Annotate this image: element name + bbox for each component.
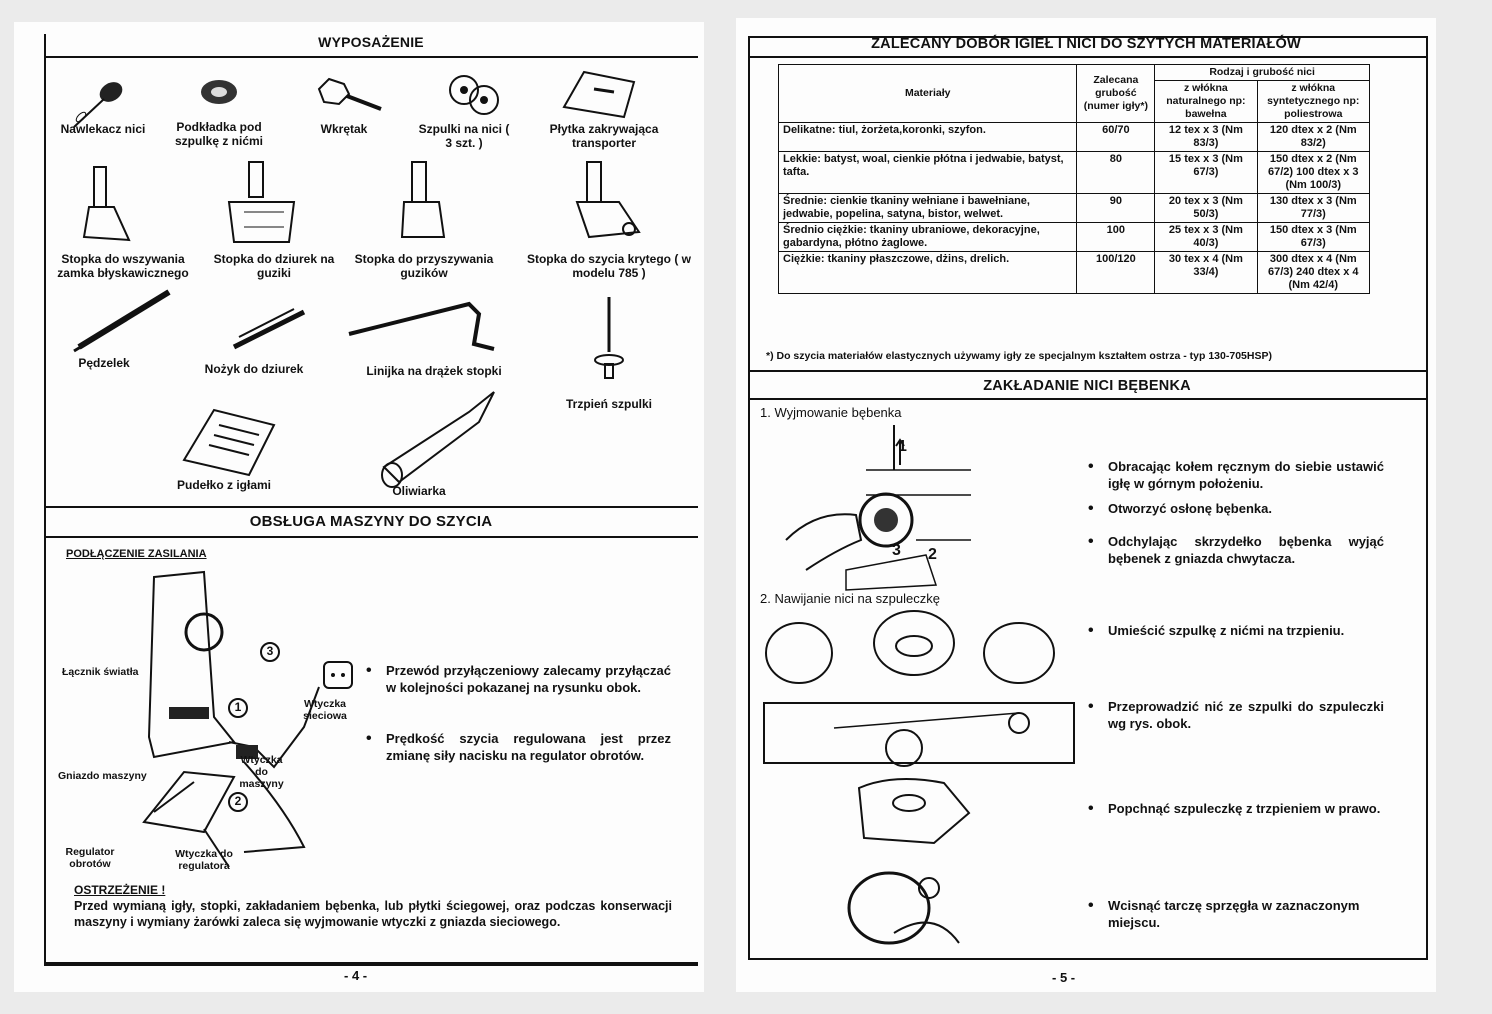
header-thread: Rodzaj i grubość nici [1155, 65, 1370, 81]
needle-box-illustration [174, 400, 284, 480]
cell-needle: 100/120 [1077, 252, 1155, 294]
step-2-heading: 2. Nawijanie nici na szpuleczkę [760, 591, 940, 606]
table-footnote: *) Do szycia materiałów elastycznych używamy igły ze specjalnym kształtem ostrza - typ 130-705HSP) [766, 350, 1272, 362]
spool-pad-illustration [194, 77, 244, 117]
cell-synthetic: 120 dtex x 2 (Nm 83/2) [1257, 123, 1369, 152]
bobbin-title: ZAKŁADANIE NICI BĘBENKA [983, 378, 1191, 394]
warning-text: Przed wymianą igły, stopki, zakładaniem bębenka, lub płytki ściegowej, oraz podczas konserwacji maszyny i wymiany żarówki zaleca się wyjmowanie wtyczki z gniazda sieciowego. [74, 899, 672, 929]
step-number-1: 1 [228, 698, 248, 718]
cell-needle: 90 [1077, 194, 1155, 223]
operation-title: OBSŁUGA MASZYNY DO SZYCIA [249, 513, 493, 530]
step-number-2: 2 [228, 792, 248, 812]
fig-number-2: 2 [928, 546, 937, 563]
seam-ripper-illustration [224, 307, 314, 352]
item-label: Oliwiarka [392, 484, 446, 498]
header-materials: Materiały [779, 65, 1077, 123]
bullet-text: • Odchylając skrzydełko bębenka wyjąć bębenek z gniazda chwytacza. [1108, 533, 1384, 567]
divider [44, 506, 698, 508]
cell-cotton: 15 tex x 3 (Nm 67/3) [1155, 152, 1257, 194]
table-row [779, 152, 1370, 194]
needles-title: ZALECANY DOBÓR IGIEŁ I NICI DO SZYTYCH MATERIAŁÓW [871, 36, 1301, 52]
bobbins-illustration [439, 72, 509, 122]
fig-number-3: 3 [892, 542, 901, 559]
power-heading: PODŁĄCZENIE ZASILANIA [66, 548, 207, 560]
cell-material: Średnio ciężkie: tkaniny ubraniowe, dekoracyjne, gabardyna, płótno żaglowe. [779, 223, 1077, 252]
divider [44, 56, 698, 58]
table-row [779, 252, 1370, 294]
table-row [779, 223, 1370, 252]
item-label: Stopka do przyszywania guzików [354, 252, 494, 280]
table-row [779, 194, 1370, 223]
item-label: Trzpień szpulki [565, 397, 652, 411]
mains-plug-label: Wtyczka sieciowa [303, 698, 347, 722]
cell-cotton: 25 tex x 3 (Nm 40/3) [1155, 223, 1257, 252]
power-connection-diagram [54, 567, 354, 877]
step-number-3: 3 [260, 642, 280, 662]
button-foot-illustration [394, 157, 454, 247]
bullet-text: • Popchnąć szpuleczkę z trzpieniem w prawo. [1108, 800, 1384, 817]
header-synthetic: z włókna syntetycznego np: poliestrowa [1257, 81, 1369, 123]
item-label: Stopka do szycia krytego ( w modelu 785 ) [526, 252, 692, 280]
bullet-text: • Przeprowadzić nić ze szpulki do szpuleczki wg rys. obok. [1108, 698, 1384, 732]
item-label: Linijka na drążek stopki [366, 364, 502, 378]
divider [44, 962, 698, 964]
item-label: Nożyk do dziurek [204, 362, 304, 376]
divider [748, 56, 1426, 58]
regulator-label: Regulator obrotów [65, 846, 115, 870]
cell-cotton: 20 tex x 3 (Nm 50/3) [1155, 194, 1257, 223]
cell-synthetic: 150 dtex x 3 (Nm 67/3) [1257, 223, 1369, 252]
cell-cotton: 12 tex x 3 (Nm 83/3) [1155, 123, 1257, 152]
buttonhole-foot-illustration [224, 157, 304, 247]
item-label: Wkrętak [320, 122, 368, 136]
warning-heading: OSTRZEŻENIE ! [74, 883, 166, 897]
bobbin-removal-illustration [776, 420, 976, 590]
cell-needle: 80 [1077, 152, 1155, 194]
table-row [779, 123, 1370, 152]
bullet-text: • Umieścić szpulkę z nićmi na trzpieniu. [1108, 622, 1384, 639]
oiler-illustration [374, 387, 504, 482]
brush-illustration [69, 287, 179, 357]
item-label: Stopka do dziurek na guziki [213, 252, 335, 280]
cell-material: Ciężkie: tkaniny płaszczowe, dżins, drelich. [779, 252, 1077, 294]
cell-synthetic: 130 dtex x 3 (Nm 77/3) [1257, 194, 1369, 223]
bullet-text: • Otworzyć osłonę bębenka. [1108, 500, 1384, 517]
blind-hem-foot-illustration [569, 157, 649, 252]
header-needle: Zalecana grubość (numer igły*) [1077, 65, 1155, 123]
screwdriver-illustration [309, 74, 384, 119]
zipper-foot-illustration [74, 162, 144, 247]
light-switch-label: Łącznik światła [62, 666, 139, 678]
spool-pin-illustration [589, 292, 629, 387]
step-1-heading: 1. Wyjmowanie bębenka [760, 405, 902, 420]
page-4 [14, 22, 704, 992]
cell-cotton: 30 tex x 4 (Nm 33/4) [1155, 252, 1257, 294]
cover-plate-illustration [554, 67, 644, 127]
regulator-plug-label: Wtyczka do regulatora [175, 848, 233, 872]
needle-thread-table [778, 64, 1370, 294]
machine-plug-label: Wtyczka do maszyny [239, 754, 284, 790]
divider [44, 536, 698, 538]
cell-material: Średnie: cienkie tkaniny wełniane i bawełniane, jedwabie, popelina, satyna, bistor, welwet. [779, 194, 1077, 223]
cell-synthetic: 150 dtex x 2 (Nm 67/2) 100 dtex x 3 (Nm 100/3) [1257, 152, 1369, 194]
cell-needle: 100 [1077, 223, 1155, 252]
cell-material: Delikatne: tiul, żorżeta,koronki, szyfon. [779, 123, 1077, 152]
equipment-title: WYPOSAŻENIE [318, 34, 424, 50]
guide-bar-illustration [344, 294, 504, 354]
cell-synthetic: 300 dtex x 4 (Nm 67/3) 240 dtex x 4 (Nm 42/4) [1257, 252, 1369, 294]
bullet-text: • Przewód przyłączeniowy zalecamy przyłączać w kolejności pokazanej na rysunku obok. [386, 662, 671, 696]
page-5 [736, 18, 1436, 992]
header-cotton: z włókna naturalnego np: bawełna [1155, 81, 1257, 123]
item-label: Pudełko z igłami [176, 478, 272, 492]
item-label: Nawlekacz nici [60, 122, 146, 136]
fig-number-1: 1 [898, 438, 907, 455]
bullet-text: • Wcisnąć tarczę sprzęgła w zaznaczonym miejscu. [1108, 897, 1384, 931]
machine-socket-label: Gniazdo maszyny [58, 770, 147, 782]
item-label: Podkładka pod szpulkę z nićmi [174, 120, 264, 148]
item-label: Stopka do wszywania zamka błyskawicznego [57, 252, 189, 280]
bullet-text: • Obracając kołem ręcznym do siebie ustawić igłę w górnym położeniu. [1108, 458, 1384, 492]
cell-material: Lekkie: batyst, woal, cienkie płótna i jedwabie, batyst, tafta. [779, 152, 1077, 194]
bobbin-winding-illustration [764, 608, 1084, 948]
bullet-text: • Prędkość szycia regulowana jest przez zmianę siły nacisku na regulator obrotów. [386, 730, 671, 764]
divider [748, 398, 1426, 400]
item-label: Pędzelek [78, 356, 130, 370]
page-number: - 4 - [344, 968, 368, 983]
page-number: - 5 - [1052, 970, 1076, 985]
item-label: Szpulki na nici ( 3 szt. ) [418, 122, 510, 150]
item-label: Płytka zakrywająca transporter [549, 122, 659, 150]
cell-needle: 60/70 [1077, 123, 1155, 152]
divider [748, 370, 1426, 372]
